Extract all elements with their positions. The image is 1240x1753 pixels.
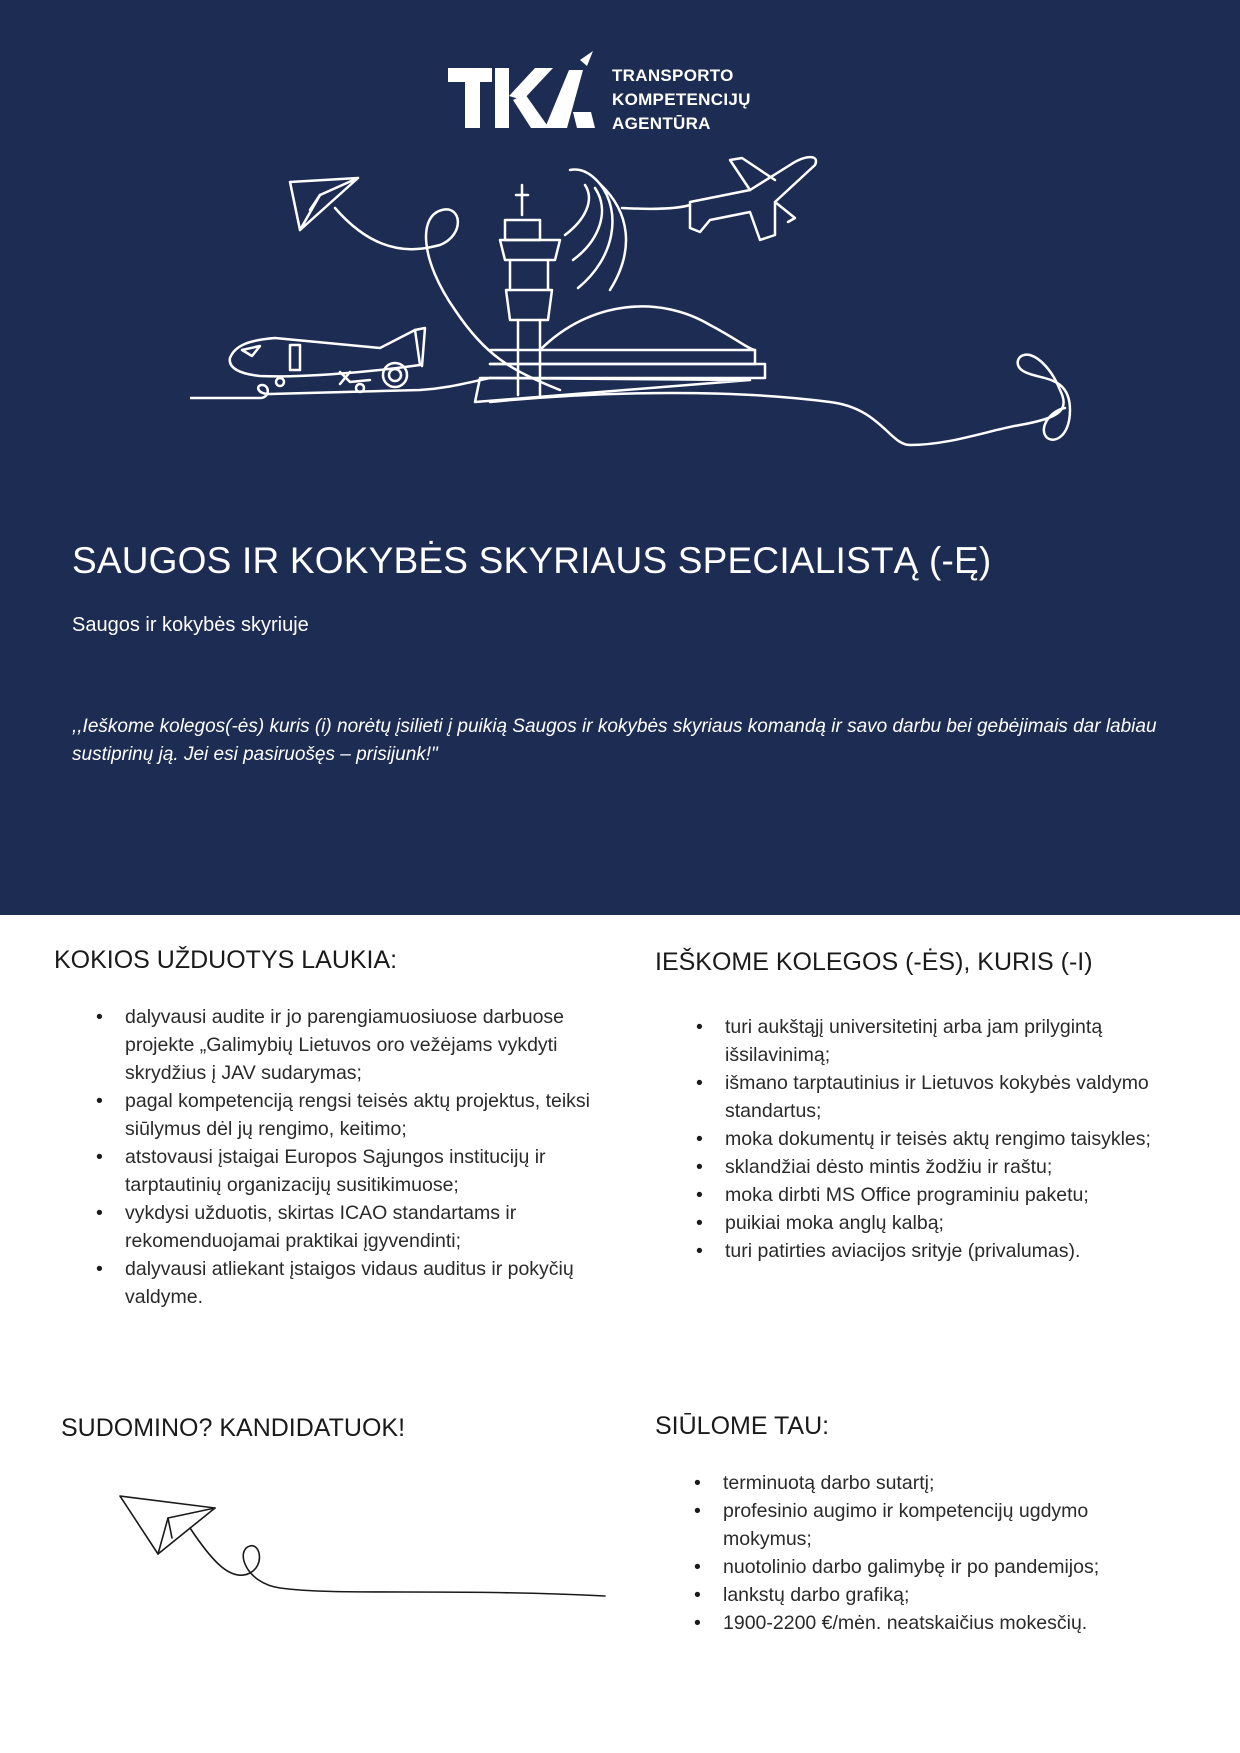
list-item: • terminuotą darbo sutartį; <box>692 1469 1172 1497</box>
offer-list <box>692 1469 1172 1637</box>
list-item: • sklandžiai dėsto mintis žodžiu ir raštu; <box>694 1153 1154 1181</box>
job-title: SAUGOS IR KOKYBĖS SKYRIAUS SPECIALISTĄ (-Ę) <box>72 540 992 581</box>
apply-title: SUDOMINO? KANDIDATUOK! <box>61 1414 406 1442</box>
org-name-line: AGENTŪRA <box>612 114 711 133</box>
department-label: Saugos ir kokybės skyriuje <box>72 614 309 636</box>
tasks-title: KOKIOS UŽDUOTYS LAUKIA: <box>54 946 398 974</box>
tasks-list <box>94 1003 594 1311</box>
list-item: • dalyvausi audite ir jo parengiamuosiuose darbuose projekte „Galimybių Lietuvos oro vežėjams vykdyti skrydžius į JAV sudarymas; <box>94 1003 594 1087</box>
list-item: • puikiai moka anglų kalbą; <box>694 1209 1154 1237</box>
list-item: • nuotolinio darbo galimybę ir po pandemijos; <box>692 1553 1172 1581</box>
offer-title: SIŪLOME TAU: <box>655 1412 830 1440</box>
list-item: • 1900-2200 €/mėn. neatskaičius mokesčių. <box>692 1609 1172 1637</box>
list-item: • išmano tarptautinius ir Lietuvos kokybės valdymo standartus; <box>694 1069 1154 1125</box>
list-item: • lankstų darbo grafiką; <box>692 1581 1172 1609</box>
org-name-line: KOMPETENCIJŲ <box>612 90 751 109</box>
airport-illustration-icon <box>190 140 1090 480</box>
list-item: • profesinio augimo ir kompetencijų ugdymo mokymus; <box>692 1497 1172 1553</box>
list-item: • dalyvausi atliekant įstaigos vidaus auditus ir pokyčių valdyme. <box>94 1255 594 1311</box>
requirements-list <box>694 1013 1154 1265</box>
requirements-title: IEŠKOME KOLEGOS (-ĖS), KURIS (-I) <box>655 948 1093 976</box>
intro-quote: ,,Ieškome kolegos(-ės) kuris (i) norėtų įsilieti į puikią Saugos ir kokybės skyriaus komandą ir savo darbu bei gebėjimais dar labiau sustiprinų ją. Jei esi pasiruošęs – prisijunk!" <box>72 716 1157 765</box>
list-item: • atstovausi įstaigai Europos Sąjungos institucijų ir tarptautinių organizacijų susitikimuose; <box>94 1143 594 1199</box>
org-name <box>612 64 751 136</box>
list-item: • turi aukštąjį universitetinį arba jam prilygintą išsilavinimą; <box>694 1013 1154 1069</box>
list-item: • pagal kompetenciją rengsi teisės aktų projektus, teiksi siūlymus dėl jų rengimo, keitimo; <box>94 1087 594 1143</box>
tka-logo-icon <box>445 48 605 134</box>
list-item: • turi patirties aviacijos srityje (privalumas). <box>694 1237 1154 1265</box>
list-item: • moka dirbti MS Office programiniu paketu; <box>694 1181 1154 1209</box>
list-item: • vykdysi užduotis, skirtas ICAO standartams ir rekomenduojamai praktikai įgyvendinti; <box>94 1199 594 1255</box>
paper-plane-icon <box>110 1488 610 1608</box>
list-item: • moka dokumentų ir teisės aktų rengimo taisykles; <box>694 1125 1154 1153</box>
org-name-line: TRANSPORTO <box>612 66 734 85</box>
